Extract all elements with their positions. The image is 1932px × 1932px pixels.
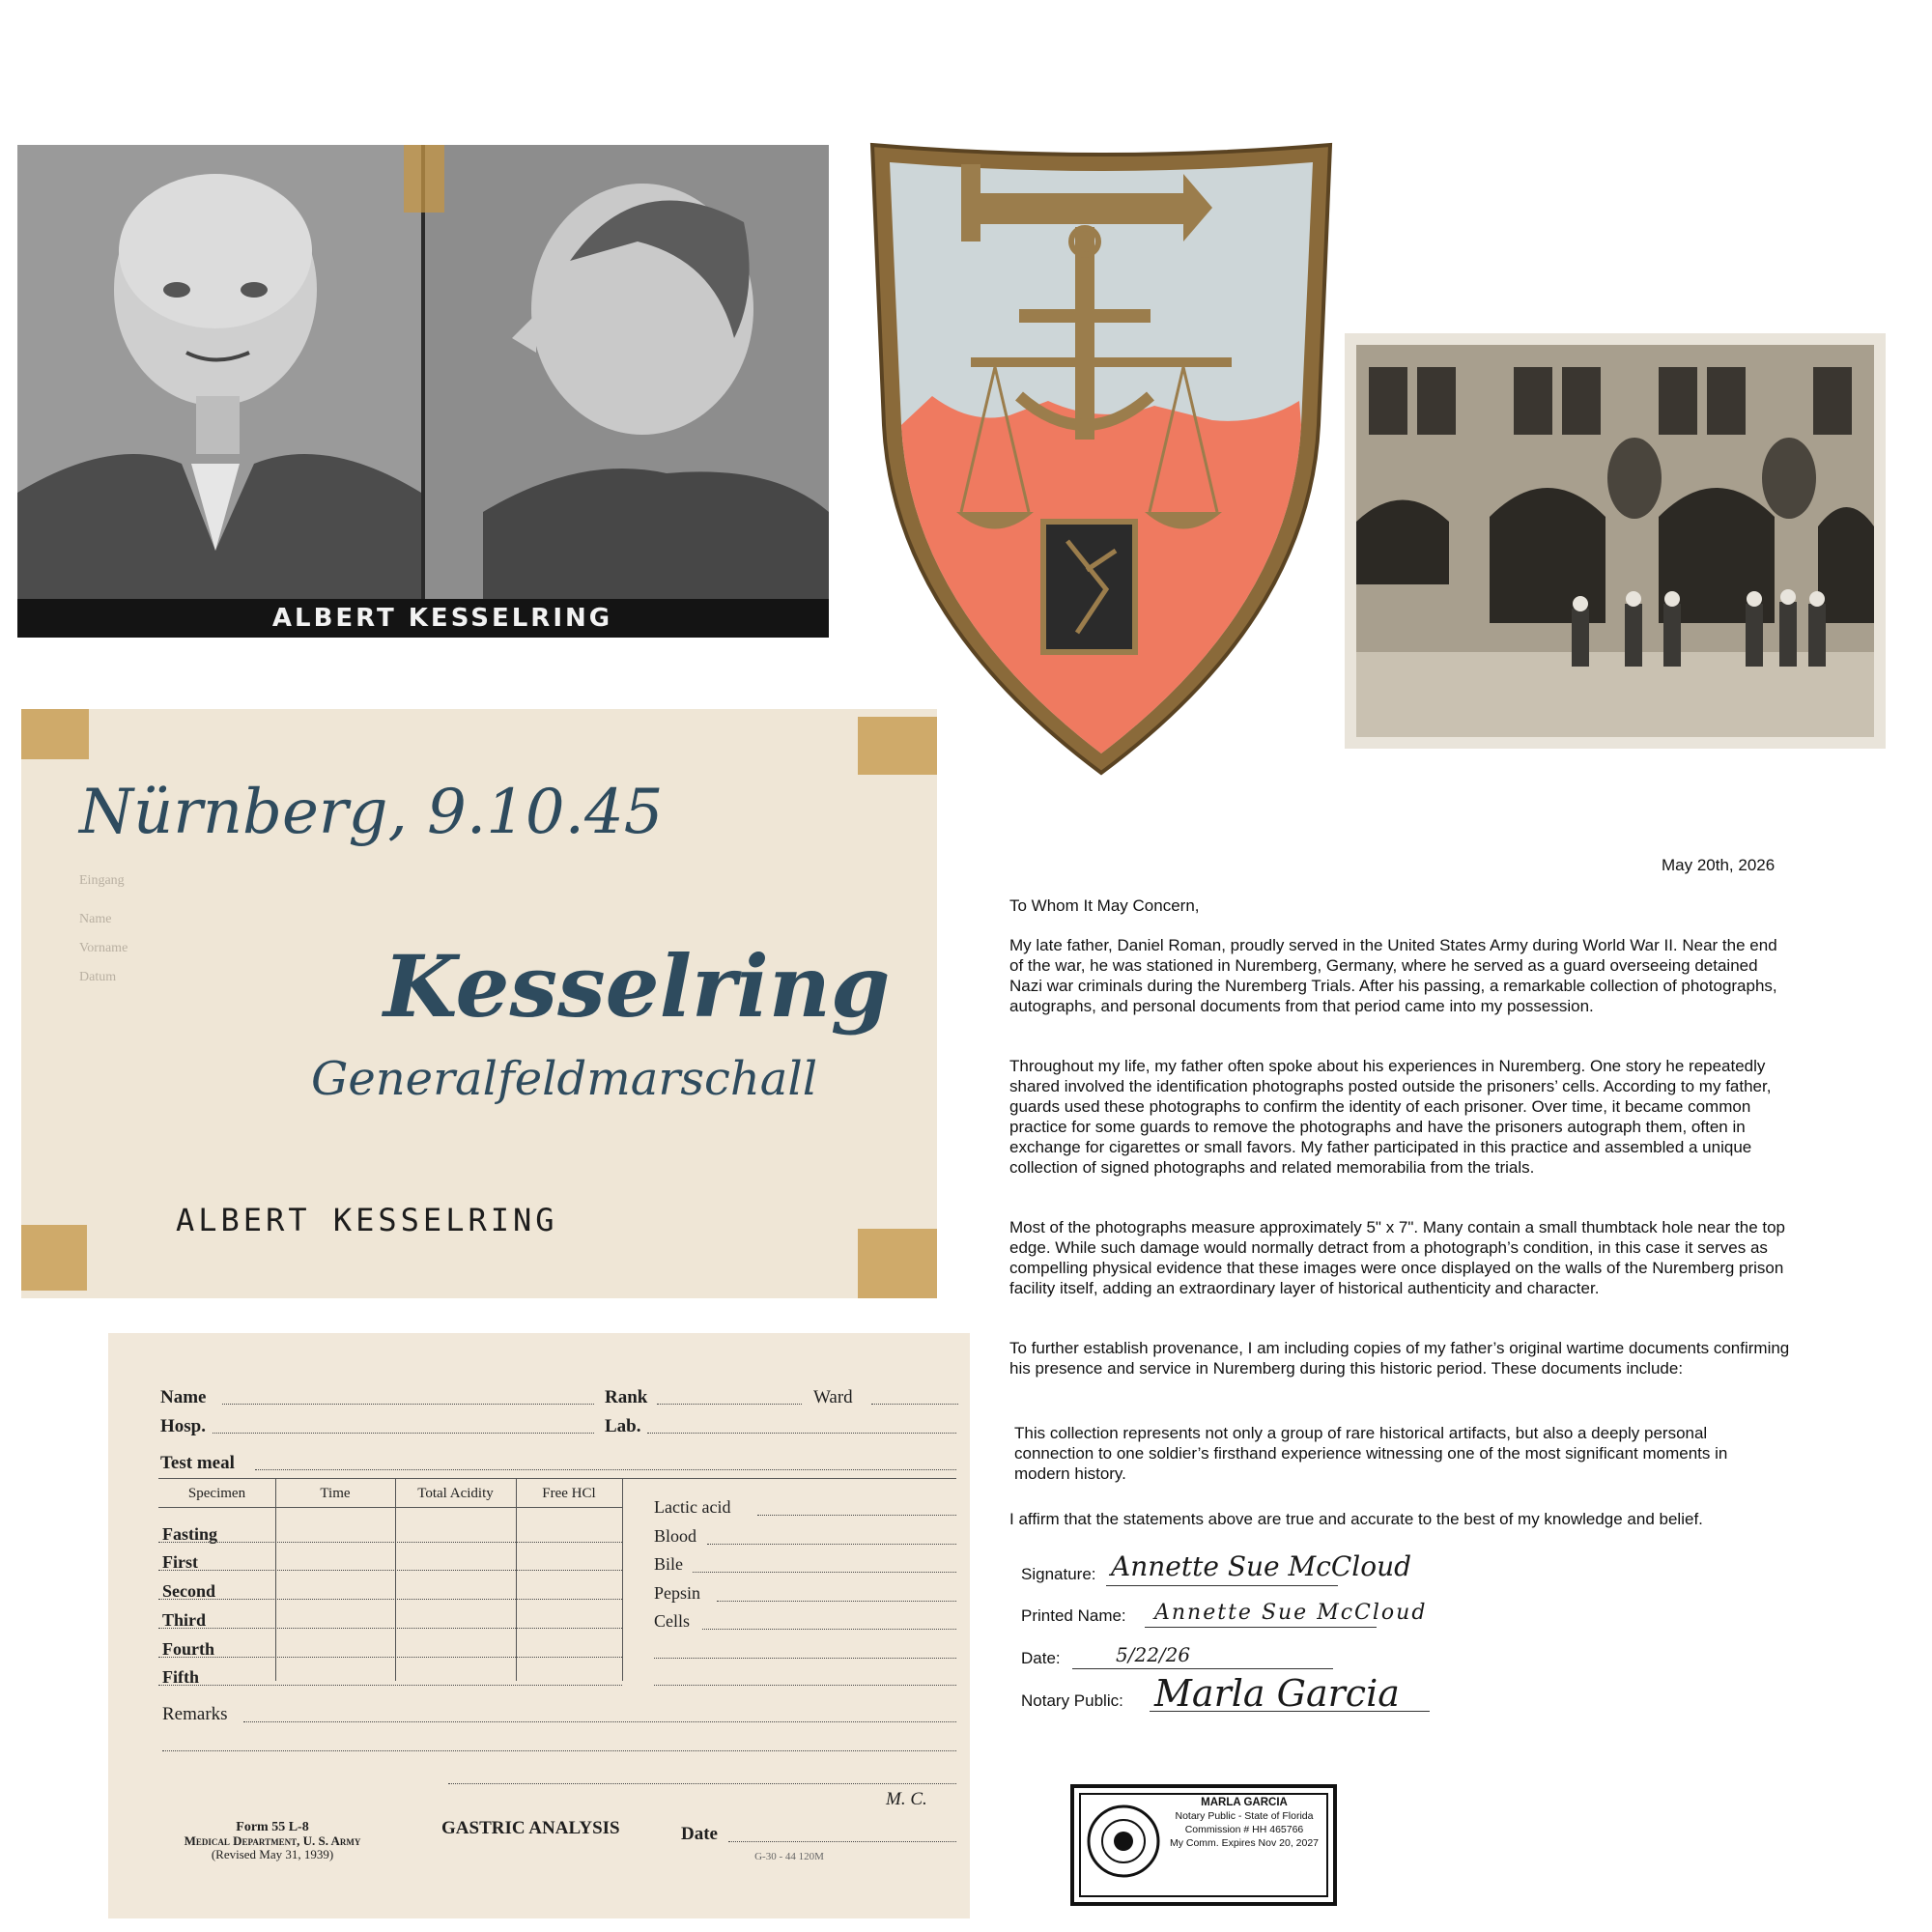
right-line [707,1544,956,1545]
gastric-analysis-form [108,1333,970,1918]
pepsin-label: Pepsin [654,1583,701,1603]
test-meal-line [255,1469,956,1470]
rank-label: Rank [605,1387,648,1407]
table-top-border [158,1478,956,1479]
remarks-line [243,1721,956,1722]
typed-name: ALBERT KESSELRING [176,1202,558,1238]
kesselring-signature: Kesselring [384,936,891,1037]
form-number: Form 55 L-8 [236,1820,309,1834]
ward-line [871,1404,958,1405]
front-view-photo [17,145,421,599]
date-label: Date: [1021,1649,1061,1667]
row-line [158,1685,622,1686]
time-header: Time [320,1486,351,1501]
signature-line [1106,1585,1338,1586]
name-label: Name [160,1387,207,1407]
right-line [654,1658,956,1659]
free-hcl-header: Free HCl [542,1486,596,1501]
form-department: Medical Department, U. S. Army [184,1833,361,1848]
provenance-letter [995,836,1816,1922]
stamp-line: My Comm. Expires Nov 20, 2027 [1169,1837,1320,1849]
tape-corner [21,1225,87,1291]
handwritten-place-date: Nürnberg, 9.10.45 [79,777,664,848]
form-title: GASTRIC ANALYSIS [441,1818,620,1838]
paragraph-5: This collection represents not only a group of rare historical artifacts, but also a deeply personal connection to one soldier’s firsthand experience witnessing one of the most significant moments in modern history. [1014,1424,1728,1483]
lab-label: Lab. [605,1416,641,1436]
specimen-row-label: Second [162,1581,216,1601]
table-divider [275,1478,276,1681]
handwritten-rank: Generalfeldmarschall [311,1052,818,1106]
handwritten-signature: Annette Sue McCloud [1111,1550,1412,1582]
total-acidity-header: Total Acidity [417,1486,494,1501]
row-line [158,1599,622,1600]
hosp-label: Hosp. [160,1416,206,1436]
date-line [1072,1668,1333,1669]
row-line [158,1628,622,1629]
lab-line [647,1433,956,1434]
date-line [728,1841,956,1842]
row-line [158,1657,622,1658]
test-meal-label: Test meal [160,1453,235,1473]
mc-label: M. C. [886,1789,927,1809]
signature-label: Signature: [1021,1565,1096,1583]
printed-name-line [1145,1627,1377,1628]
bile-label: Bile [654,1554,683,1574]
right-line [654,1685,956,1686]
notary-signature: Marla Garcia [1154,1672,1400,1715]
rank-line [657,1404,802,1405]
lactic-acid-label: Lactic acid [654,1497,731,1517]
signed-autograph-card: Eingang Name Vorname Datum Nürnberg, 9.10.45 Kesselring Generalfeldmarschall ALBERT KESSELRING [21,709,937,1298]
printed-name-label: Printed Name: [1021,1606,1126,1625]
letter-date: May 20th, 2026 [1662,856,1776,874]
print-code: G-30 - 44 120M [754,1851,824,1862]
salutation: To Whom It May Concern, [1009,896,1200,915]
blood-label: Blood [654,1526,697,1546]
mugshot-photo [17,145,829,638]
tape-corner [858,717,937,775]
row-line [158,1570,622,1571]
paragraph-2: Throughout my life, my father often spoke about his experiences in Nuremberg. One story he repeatedly shared involved the identification photographs posted outside the prisoners’ cells. According to my father, guards used these photographs to confirm the identity of each prisoner. Over time, it became common practice for some guards to remove the photographs and have the prisoners autograph them, often in exchange for cigarettes or small favors. My father participated in this practice and assembled a unique collection of signed photographs and related memorabilia from the trials. [1009,1057,1772,1177]
paragraph-3: Most of the photographs measure approximately 5" x 7". Many contain a small thumbtack hole near the top edge. While such damage would normally detract from a photograph’s condition, in this case it serves as compelling physical evidence that these images were once displayed on the walls of the Nuremberg prison facility itself, adding an extraordinary layer of historical authenticity and character. [1009,1218,1786,1297]
right-line [702,1629,956,1630]
profile-view-photo [425,145,829,599]
florida-notary-seal-icon [1086,1804,1161,1879]
paragraph-4: To further establish provenance, I am including copies of my father’s original wartime documents confirming his presence and service in Nuremberg during this historic period. These documents include: [1009,1339,1790,1378]
courthouse-guard-photo [1345,333,1886,749]
specimen-header: Specimen [187,1486,246,1501]
specimen-row-label: Fasting [162,1524,218,1544]
handwritten-date: 5/22/26 [1116,1643,1191,1666]
tape-corner [858,1229,937,1298]
table-divider [516,1478,517,1681]
remarks-line [162,1750,956,1751]
remarks-label: Remarks [162,1704,228,1724]
handwritten-printed-name: Annette Sue McCloud [1154,1601,1428,1625]
right-line [693,1572,956,1573]
stamp-line: Notary Public - State of Florida [1175,1810,1314,1822]
tape-corner [21,709,89,759]
form-revision: (Revised May 31, 1939) [211,1847,334,1861]
stamp-name: MARLA GARCIA [1201,1797,1288,1808]
specimen-row-label: Fifth [162,1667,199,1687]
stamp-line: Commission # HH 465766 [1184,1824,1304,1835]
right-line [757,1515,956,1516]
paragraph-1: My late father, Daniel Roman, proudly served in the United States Army during World War II. Near the end of the war, he was stationed in Nuremberg, Germany, where he served as a guard overseeing detained Nazi war criminals during the Nuremberg Trials. After his passing, a remarkable collection of photographs, autographs, and personal documents from that period came into my possession. [1009,936,1777,1015]
notary-label: Notary Public: [1021,1691,1123,1710]
specimen-row-label: Third [162,1610,207,1630]
date-label: Date [681,1824,718,1844]
right-line [717,1601,956,1602]
cells-label: Cells [654,1611,691,1631]
specimen-row-label: First [162,1552,198,1572]
affirmation: I affirm that the statements above are true and accurate to the best of my knowledge and belief. [1009,1510,1703,1528]
table-divider [622,1478,623,1681]
ward-label: Ward [813,1387,853,1407]
nuremberg-tribunal-patch [865,135,1338,778]
table-divider [395,1478,396,1681]
tape-strip [404,145,444,213]
specimen-row-label: Fourth [162,1639,214,1659]
mugshot-caption: ALBERT KESSELRING [17,599,829,638]
signature-line [448,1783,956,1784]
notary-stamp [1070,1784,1337,1906]
row-line [158,1542,622,1543]
stamp-text [1167,1796,1321,1850]
table-header-border [158,1507,622,1508]
hosp-line [213,1433,594,1434]
name-line [222,1404,594,1405]
